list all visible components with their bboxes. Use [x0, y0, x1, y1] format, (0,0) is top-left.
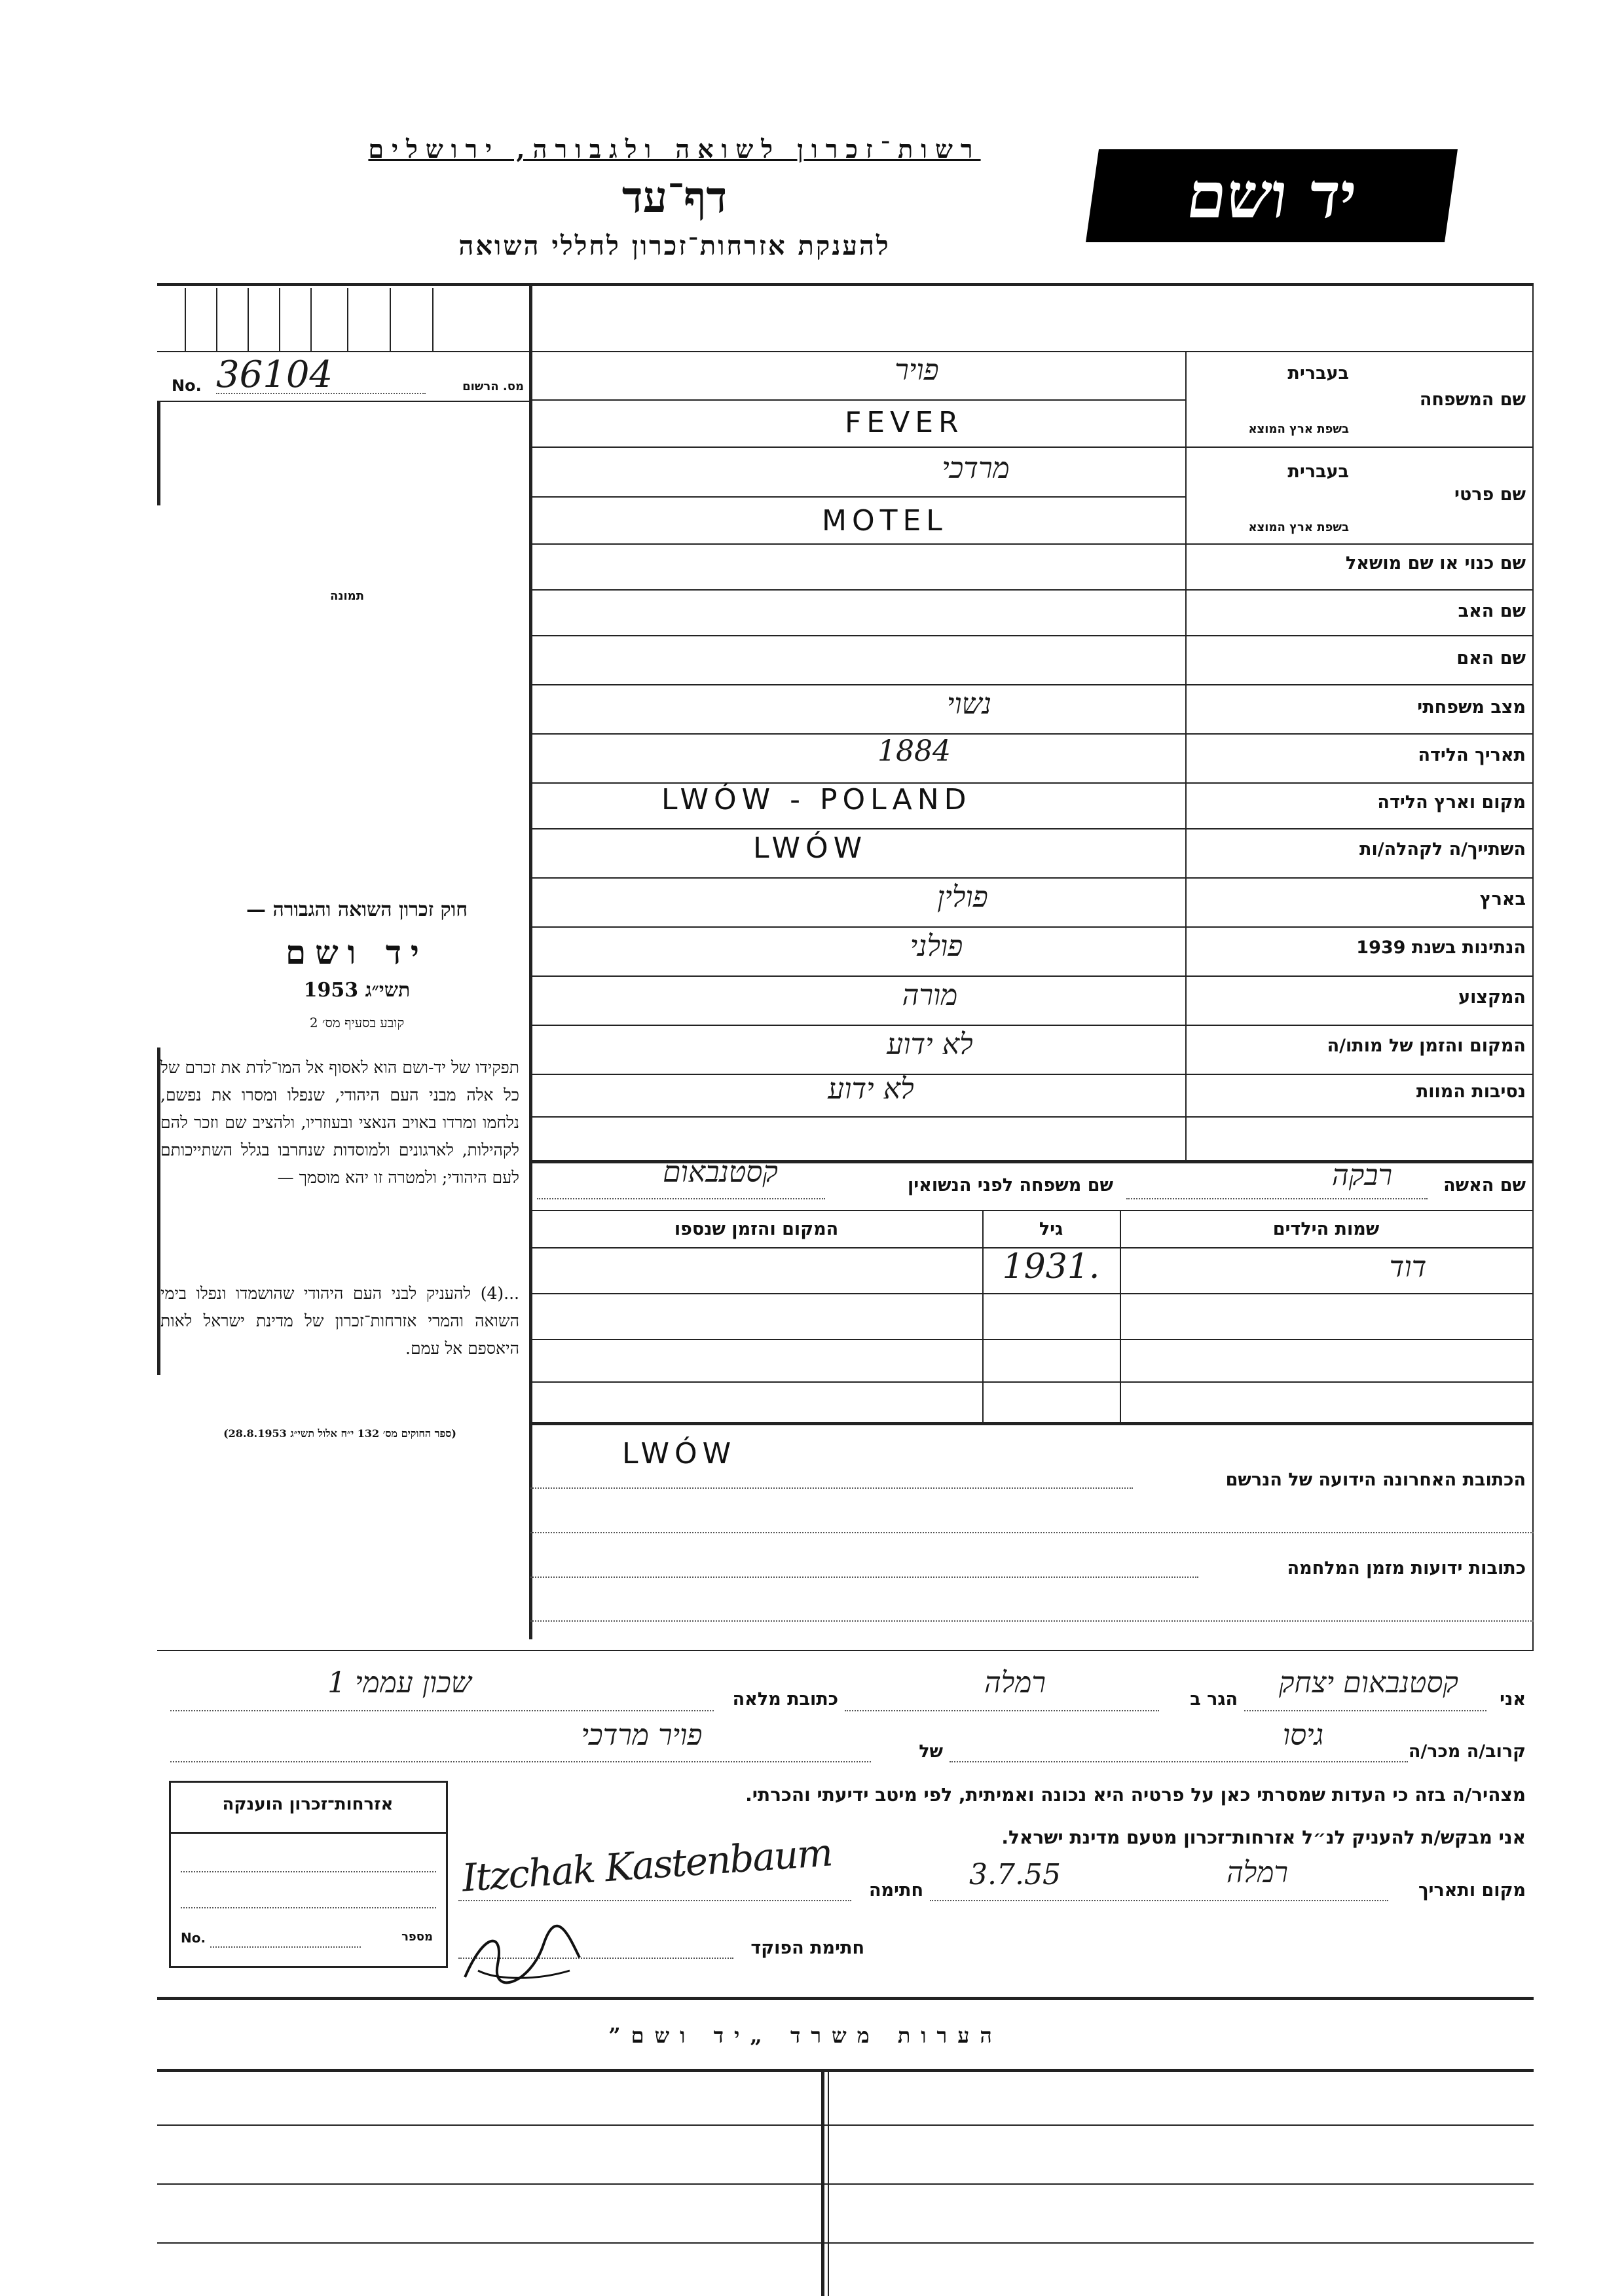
- country-value[interactable]: פולין: [937, 881, 988, 914]
- declarant-address-label: כתובת מלאה: [732, 1689, 838, 1709]
- citizenship-box-title: אזרחות־זכרון הוענקה: [222, 1795, 394, 1814]
- family-name-origin-value[interactable]: FEVER: [845, 406, 964, 439]
- marital-status-label: מצב משפחתי: [1417, 697, 1526, 718]
- law-year: תשי״ג 1953: [303, 979, 411, 1002]
- photo-label: תמונה: [329, 589, 365, 603]
- family-name-label: שם המשפחה: [1419, 390, 1526, 410]
- death-circumstances-label: נסיבות המוות: [1416, 1082, 1526, 1102]
- form-title: דף־עד: [621, 172, 728, 223]
- marital-status-value[interactable]: נשוי: [946, 687, 992, 721]
- officer-signature-label: חתימת הפוקד: [750, 1938, 864, 1958]
- logo-text: יד ושם: [1182, 158, 1361, 232]
- law-paragraph-2: ...(4) להעניק לבני העם היהודי שהושמדו ונפלו בימי השואה והמרי אזרחות־זכרון של מדינת ישראל לאות היאספם אל עמם.: [160, 1284, 519, 1358]
- place-date-label: מקום ותאריך: [1418, 1880, 1526, 1901]
- war-addresses-label: כתובות ידועות מזמן המלחמה: [1287, 1558, 1526, 1578]
- first-name-he-value[interactable]: מרדכי: [942, 452, 1010, 485]
- reg-no-he-label: מס. הרשום: [462, 380, 524, 393]
- community-label: השתייך/ה לקהלה/ות: [1359, 839, 1526, 860]
- citizenship-1939-label: הנתינות בשנת 1939: [1356, 938, 1526, 958]
- declarant-i-label: אני: [1500, 1689, 1526, 1709]
- birth-date-label: תאריך הלידה: [1418, 745, 1526, 765]
- child-name-value[interactable]: דוד: [1389, 1250, 1427, 1284]
- family-name-origin-label: בשפת ארץ המוצא: [1248, 422, 1349, 436]
- form-subtitle: להענקת אזרחות־זכרון לחללי השואה: [458, 230, 891, 261]
- first-name-label: שם פרטי: [1454, 484, 1526, 505]
- declarant-relation-value[interactable]: גיסו: [1282, 1719, 1324, 1752]
- declarant-resides-value[interactable]: רמלה: [984, 1666, 1046, 1700]
- law-source: (ספר החוקים מס׳ 132 י״ח אלול תשי״ג 28.8.1953): [223, 1427, 456, 1440]
- date-value[interactable]: 3.7.55: [969, 1858, 1061, 1891]
- wife-name-label: שם האשה: [1443, 1175, 1526, 1195]
- declarant-resides-label: הגר ב: [1190, 1689, 1238, 1709]
- law-title: חוק זכרון השואה והגבורה —: [246, 898, 468, 921]
- family-name-hebrew-label: בעברית: [1287, 363, 1349, 384]
- death-place-label: המקום והזמן של מותו/ה: [1327, 1036, 1526, 1056]
- profession-label: המקצוע: [1458, 987, 1526, 1008]
- last-address-label: הכתובת האחרונה הידועה של הנרשם: [1225, 1470, 1526, 1490]
- wife-first-name-value[interactable]: רבקה: [1331, 1159, 1393, 1192]
- last-address-value[interactable]: LWÓW: [622, 1437, 737, 1470]
- declarant-relation-label: קרוב/ה מכר/ה: [1408, 1741, 1526, 1762]
- place-value[interactable]: רמלה: [1226, 1856, 1289, 1889]
- declarant-signature: Itzchak Kastenbaum: [460, 1830, 834, 1901]
- child-age-value[interactable]: 1931.: [1002, 1247, 1100, 1286]
- officer-signature-mark: [458, 1918, 589, 1990]
- first-name-origin-value[interactable]: MOTEL: [822, 504, 948, 538]
- declarant-address-value[interactable]: שכון עממי 1: [327, 1666, 471, 1700]
- law-name: יד ושם: [286, 933, 428, 972]
- authority-title: רשות־זכרון לשואה ולגבורה, ירושלים: [368, 134, 981, 164]
- birth-place-value[interactable]: LWÓW - POLAND: [661, 783, 972, 816]
- declarant-of-label: של: [919, 1741, 943, 1762]
- citizenship-box-no-he: מספר: [401, 1930, 433, 1944]
- law-section: קובע בסעיף מס׳ 2: [309, 1015, 405, 1030]
- first-name-hebrew-label: בעברית: [1287, 462, 1349, 482]
- community-value[interactable]: LWÓW: [753, 831, 868, 865]
- law-paragraph-1: תפקידו של יד-ושם הוא לאסוף אל המו־לדת את זכרם של כל אלה מבני העם היהודי, שנפלו ומסרו את נפשם, נלחמו ומרדו באויב הנאצי ובעוזריו, ולהציב שם וזכר להם לקהילות, לארגונים ולמוסדות שנחרבו בגלל השתייכותם לעם היהודי; ולמטרה זו יהא מוסמך —: [160, 1058, 519, 1187]
- wife-maiden-name-value[interactable]: קסטנבאום: [663, 1156, 778, 1189]
- birth-date-value[interactable]: 1884: [877, 735, 951, 768]
- children-place-header: המקום והזמן שנספו: [674, 1219, 839, 1239]
- children-age-header: גיל: [1039, 1219, 1063, 1239]
- reg-no-value[interactable]: 36104: [216, 354, 333, 396]
- country-label: בארץ: [1479, 889, 1526, 909]
- father-name-label: שם האב: [1458, 601, 1526, 621]
- citizenship-box-no-label: No.: [181, 1930, 206, 1946]
- citizenship-1939-value[interactable]: פולני: [910, 930, 963, 963]
- declarant-name-value[interactable]: קסטנבאום יצחק: [1279, 1666, 1458, 1700]
- family-name-he-value[interactable]: פויר: [895, 354, 939, 387]
- death-circumstances-value[interactable]: לא ידוע: [828, 1072, 914, 1106]
- reg-no-label: No.: [172, 376, 202, 395]
- office-notes-title: הערות משרד „יד ושם”: [608, 2023, 1003, 2048]
- mother-name-label: שם האם: [1456, 648, 1526, 668]
- nickname-label: שם כנוי או שם מושאל: [1345, 553, 1526, 574]
- declaration-line-1: מצהיר/ה בזה כי העדות שמסרתי כאן על פרטיה היא נכונה ואמיתית, לפי מיטב ידיעתי והכרתי.: [745, 1784, 1526, 1806]
- declaration-line-2: אני מבקש/ת להעניק לנ״ל אזרחות־זכרון מטעם מדינת ישראל.: [1001, 1827, 1526, 1848]
- birth-place-label: מקום וארץ הלידה: [1377, 792, 1526, 812]
- death-place-value[interactable]: לא ידוע: [887, 1028, 973, 1061]
- profession-value[interactable]: מורה: [902, 979, 958, 1012]
- yad-vashem-logo: [1086, 149, 1458, 242]
- children-names-header: שמות הילדים: [1272, 1219, 1380, 1239]
- wife-maiden-name-label: שם משפחה לפני הנשואין: [907, 1175, 1113, 1195]
- signature-label: חתימה: [868, 1880, 923, 1901]
- declarant-of-value[interactable]: פויר מרדכי: [581, 1719, 703, 1752]
- citizenship-granted-box: [169, 1781, 448, 1968]
- first-name-origin-label: בשפת ארץ המוצא: [1248, 520, 1349, 534]
